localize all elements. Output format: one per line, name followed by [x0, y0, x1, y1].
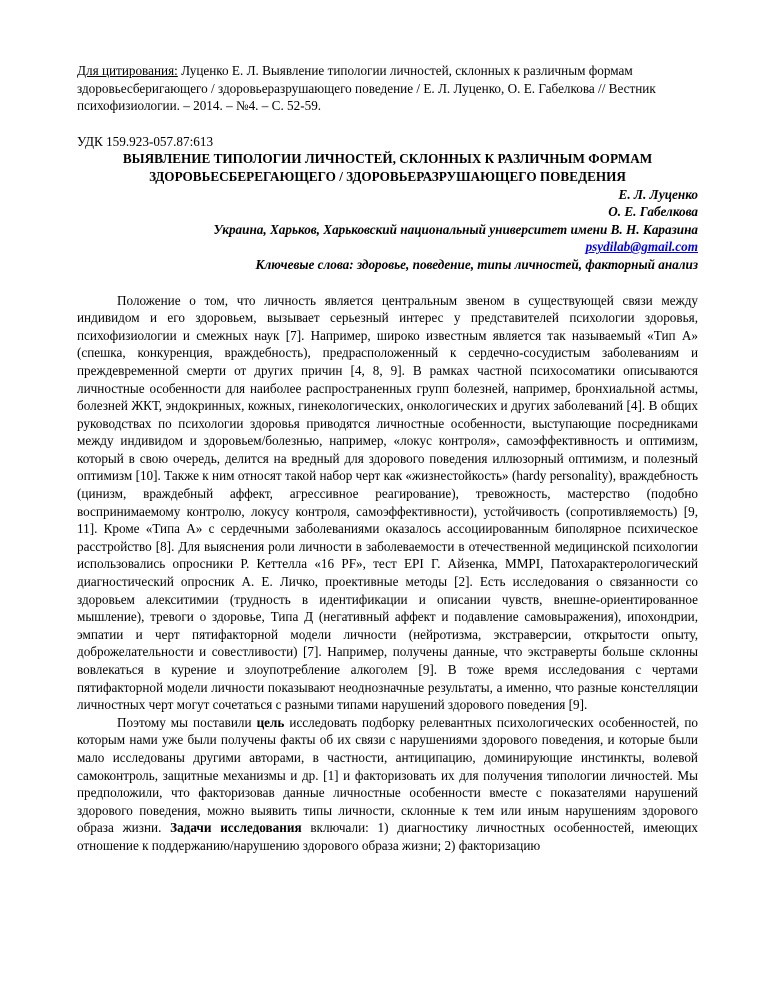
citation-label: Для цитирования: [77, 63, 178, 78]
tasks-bold: Задачи исследования [170, 820, 302, 836]
article-title: ВЫЯВЛЕНИЕ ТИПОЛОГИИ ЛИЧНОСТЕЙ, СКЛОННЫХ К РАЗЛИЧНЫМ ФОРМАМ ЗДОРОВЬЕСБЕРЕГАЮЩЕГО / ЗДОРОВЬЕРАЗРУШАЮЩЕГО ПОВЕДЕНИЯ [122, 151, 653, 184]
author-1: Е. Л. Луценко [618, 186, 698, 202]
keywords: Ключевые слова: здоровье, поведение, типы личностей, факторный анализ [255, 256, 698, 272]
paragraph-intro: Положение о том, что личность является центральным звеном в существующей связи между индивидом и его здоровьем, вызывает серьезный интерес у представителей психологии здоровья, психофизиологии и смежных наук [7]. Например, широко известным является так называемый «Тип А» (спешка, конкуренция, враждебность), предрасположенный к сердечно-сосудистым заболеваниям и преждевременной смерти от других причин [4, 8, 9]. В рамках частной психосоматики описываются личностные особенности для наиболее распространенных групп болезней, например, бронхиальной астмы, болезней ЖКТ, эндокринных, кожных, гинекологических, онкологических и других заболеваний [4]. В общих руководствах по психологии здоровья приводятся личностные особенности, выступающие посредниками между индивидом и здоровьем/болезнью, например, «локус контроля», самоэффективность и оптимизм, который в свою очередь, делится на вредный для здорового поведения иллюзорный оптимизм, и полезный оптимизм [10]. Также к ним относят такой набор черт как «жизнестойкость» (hardy personality), враждебность (цинизм, враждебный аффект, агрессивное реагирование), тревожность, мастерство (подобно воспринимаемому контролю, локусу контроля, самоэффективности), устойчивость (сопротивляемость) [9, 11]. Кроме «Типа А» с сердечными заболеваниями оказалось ассоциированным биполярное психическое расстройство [8]. Для выяснения роли личности в заболеваемости в отечественной медицинской психологии использовались опросники Р. Кеттелла «16 PF», тест EPI Г. Айзенка, MMPI, Патохарактерологический диагностический опросник А. Е. Личко, проективные методы [2]. Есть исследования о связанности со здоровьем алекситимии (трудность в идентификации и описании чувств, внешне-ориентированное мышление), тревоги о здоровье, Типа Д (негативный аффект и подавление самовыражения), ипохондрии, эмпатии и черт пятифакторной модели личности (нейротизма, экстраверсии, открытости опыту, доброжелательности и совестливости) [7]. Например, получены данные, что экстраверты больше склонны вовлекаться в курение и злоупотребление алкоголем [9]. В тоже время исследования с чертами пятифакторной модели личности показывают неоднозначные результаты, а именно, что разные констелляции личностных черт могут сочетаться с разными типами нарушений здорового поведения [9]. [77, 292, 698, 713]
citation-text: Луценко Е. Л. Выявление типологии личностей, склонных к различным формам здоровьесберигающего / здоровьеразрушающего поведение / Е. Л. Луценко, О. Е. Габелкова // Вестник психофизиологии. – 2014. – №4. – С. 52-59. [77, 63, 656, 114]
email-link[interactable]: psydilab@gmail.com [585, 239, 698, 255]
affiliation: Украина, Харьков, Харьковский национальный университет имени В. Н. Каразина [213, 221, 698, 237]
author-2: О. Е. Габелкова [608, 204, 698, 220]
goal-text-2: исследовать подборку релевантных психологических особенностей, по которым нами уже были получены факты об их связи с нарушениями здорового поведения, и которые были мало исследованы другими авторами, в частности, антиципацию, доминирующие инстинкты, волевой самоконтроль, защитные механизмы и др. [1] и факторизовать их для получения типологии личностей. Мы предположили, что факторизовав данные личностные особенности вместе с показателями нарушений здорового поведения, можно выявить типы личности, склонные к тем или иным нарушениям здорового образа жизни. [77, 714, 698, 836]
email-line [77, 238, 698, 256]
citation [77, 62, 698, 115]
goal-text-1: Поэтому мы поставили [117, 714, 257, 730]
paragraph-goal [77, 714, 698, 855]
goal-text-3: включали: 1) диагностику личностных особенностей, имеющих отношение к поддержанию/нарушению здорового образа жизни; 2) факторизацию [77, 820, 698, 853]
udk-code: УДК 159.923-057.87:613 [77, 133, 214, 149]
goal-bold: цель [256, 714, 285, 730]
